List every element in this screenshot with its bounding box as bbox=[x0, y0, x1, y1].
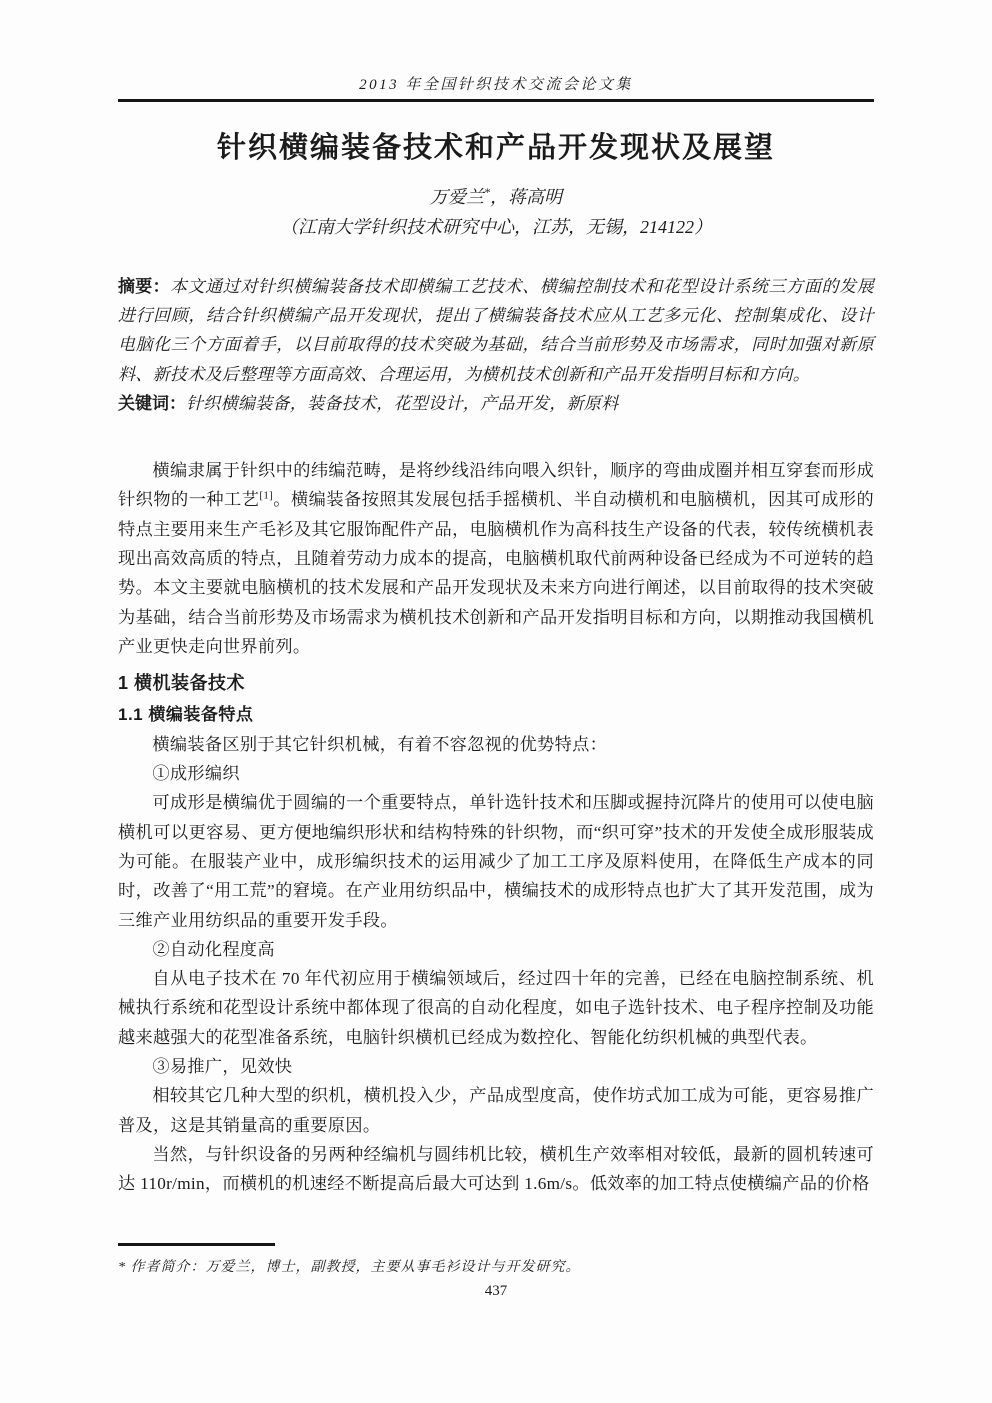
feature-1-paragraph: 可成形是横编优于圆编的一个重要特点，单针选针技术和压脚或握持沉降片的使用可以使电脑横机可以更容易、更方便地编织形状和结构特殊的针织物，而“织可穿”技术的开发使全成形服装成为可能。在服装产业中，成形编织技术的运用减少了加工工序及原料使用，在降低生产成本的同时，改善了“用工荒”的窘境。在产业用纺织品中，横编技术的成形特点也扩大了其开发范围，成为三维产业用纺织品的重要开发手段。 bbox=[118, 793, 874, 930]
section-1-1-heading: 1.1 横编装备特点 bbox=[118, 705, 254, 725]
authors-line bbox=[118, 185, 874, 209]
citation-marker: [1] bbox=[259, 489, 274, 502]
intro-text-before-citation: 横编隶属于针织中的纬编范畴，是将纱线沿纬向喂入织针，顺序的弯曲成圈并相互穿套而形成针织物的一种工艺 bbox=[118, 461, 874, 510]
feature-3-title: ③易推广，见效快 bbox=[152, 1057, 293, 1077]
page-number: 437 bbox=[484, 1283, 508, 1299]
author-name-1: 万爱兰 bbox=[430, 186, 484, 207]
footnote-marker: * bbox=[118, 1260, 126, 1275]
feature-1-title: ①成形编织 bbox=[152, 764, 240, 784]
section-1-heading: 1 横机装备技术 bbox=[118, 673, 246, 694]
footnote-text: 作者简介：万爱兰，博士，副教授，主要从事毛衫设计与开发研究。 bbox=[126, 1260, 581, 1275]
paper-title: 针织横编装备技术和产品开发现状及展望 bbox=[216, 132, 775, 164]
abstract-paragraph bbox=[118, 272, 874, 389]
author-bio-footnote bbox=[118, 1256, 874, 1276]
author-name-2: ，蒋高明 bbox=[490, 186, 562, 207]
author-footnote-marker: * bbox=[484, 184, 490, 199]
feature-2-paragraph: 自从电子技术在 70 年代初应用于横编领域后，经过四十年的完善，已经在电脑控制系统、机械执行系统和花型设计系统中都体现了很高的自动化程度，如电子选针技术、电子程序控制及功能越来越强大的花型准备系统，电脑针织横机已经成为数控化、智能化纺织机械的典型代表。 bbox=[118, 969, 874, 1047]
abstract-label: 摘要： bbox=[118, 277, 170, 297]
header-rule bbox=[118, 99, 874, 102]
footnote-area bbox=[118, 1243, 874, 1276]
page-header bbox=[118, 0, 874, 102]
affiliation-line: （江南大学针织技术研究中心，江苏，无锡，214122） bbox=[280, 217, 712, 238]
proceedings-title: 2013 年全国针织技术交流会论文集 bbox=[359, 77, 633, 93]
article-body bbox=[118, 456, 874, 1198]
efficiency-paragraph: 当然，与针织设备的另两种经编机与圆纬机比较，横机生产效率相对较低，最新的圆机转速可达 110r/min，而横机的机速经不断提高后最大可达到 1.6m/s。低效率的加工特点使横编产品的价格 bbox=[118, 1144, 874, 1194]
keywords-text: 针织横编装备，装备技术，花型设计，产品开发，新原料 bbox=[186, 393, 619, 413]
features-intro-paragraph: 横编装备区别于其它针织机械，有着不容忽视的优势特点： bbox=[152, 734, 608, 754]
keywords-label: 关键词： bbox=[118, 393, 186, 413]
feature-3-paragraph: 相较其它几种大型的织机，横机投入少，产品成型度高，使作坊式加工成为可能，更容易推广普及，这是其销量高的重要原因。 bbox=[118, 1086, 874, 1135]
intro-paragraph bbox=[118, 456, 874, 661]
intro-text-after-citation: 。横编装备按照其发展包括手摇横机、半自动横机和电脑横机，因其可成形的特点主要用来生产毛衫及其它服饰配件产品，电脑横机作为高科技生产设备的代表，较传统横机表现出高效高质的特点，且随着劳动力成本的提高，电脑横机取代前两种设备已经成为不可逆转的趋势。本文主要就电脑横机的技术发展和产品开发现状及未来方向进行阐述，以目前取得的技术突破为基础，结合当前形势及市场需求为横机技术创新和产品开发指明目标和方向，以期推动我国横机产业更快走向世界前列。 bbox=[118, 490, 875, 656]
feature-2-title: ②自动化程度高 bbox=[152, 939, 275, 959]
abstract-text: 本文通过对针织横编装备技术即横编工艺技术、横编控制技术和花型设计系统三方面的发展进行回顾，结合针织横编产品开发现状，提出了横编装备技术应从工艺多元化、控制集成化、设计电脑化三个方面着手，以目前取得的技术突破为基础，结合当前形势及市场需求，同时加强对新原料、新技术及后整理等方面高效、合理运用，为横机技术创新和产品开发指明目标和方向。 bbox=[118, 277, 875, 384]
keywords-paragraph bbox=[118, 389, 874, 418]
footnote-rule bbox=[118, 1243, 275, 1246]
